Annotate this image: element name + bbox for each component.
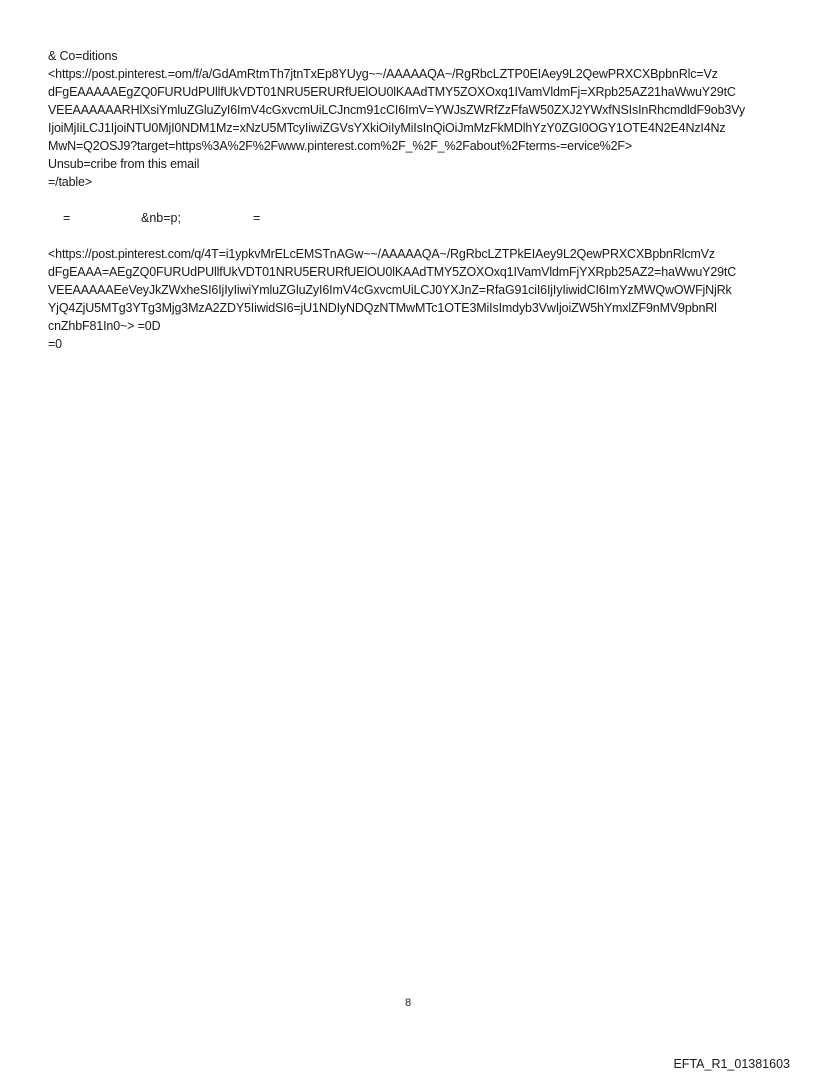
link-line: cnZhbF81In0~> =0D xyxy=(48,319,161,333)
link-line: dFgEAAA=AEgZQ0FURUdPUllfUkVDT01NRU5ERURfUElOU0lKAAdTMY5ZOXOxq1IVamVldmFjYXRpb25AZ2=haWwuY29tC xyxy=(48,265,737,279)
page-number: 8 xyxy=(404,997,412,1009)
blank-line xyxy=(48,227,778,245)
text-line: =0 xyxy=(48,337,62,351)
entity-token: = xyxy=(63,211,71,225)
email-text-body xyxy=(48,47,778,353)
unsubscribe-text: Unsub=cribe from this email xyxy=(48,157,200,171)
link-line: MwN=Q2OSJ9?target=https%3A%2F%2Fwww.pinterest.com%2F_%2F_%2Fabout%2Fterms-=ervice%2F> xyxy=(48,139,633,153)
link-line: <https://post.pinterest.com/q/4T=i1ypkvMrELcEMSTnAGw~~/AAAAAQA~/RgRbcLZTPkEIAey9L2QewPRXCXBpbnRlcmVz xyxy=(48,247,715,261)
link-line: VEEAAAAAARHlXsiYmluZGluZyI6ImV4cGxvcmUiLCJncm91cCI6ImV=YWJsZWRfZzFfaW50ZXJ2YWxfNSIsInRhcmdldF9ob3Vy xyxy=(48,103,745,117)
text-line: =/table> xyxy=(48,175,92,189)
link-line: VEEAAAAAEeVeyJkZWxheSI6IjIyIiwiYmluZGluZyI6ImV4cGxvcmUiLCJ0YXJnZ=RfaG91ciI6IjIyIiwidCI6ImYzMWQwOWFjNjRk xyxy=(48,283,732,297)
entity-token: = xyxy=(253,211,261,225)
blank-line xyxy=(48,191,778,209)
text-line: & Co=ditions xyxy=(48,49,118,63)
bates-number: EFTA_R1_01381603 xyxy=(673,1057,790,1071)
link-line: YjQ4ZjU5MTg3YTg3Mjg3MzA2ZDY5IiwidSI6=jU1NDIyNDQzNTMwMTc1OTE3MiIsImdyb3VwIjoiZW5hYmxlZF9nMV9pbnRl xyxy=(48,301,717,315)
entity-row xyxy=(48,209,778,227)
entity-token: &nb=p; xyxy=(141,211,181,225)
link-line: dFgEAAAAAEgZQ0FURUdPUllfUkVDT01NRU5ERURfUElOU0lKAAdTMY5ZOXOxq1IVamVldmFj=XRpb25AZ21haWwuY29tC xyxy=(48,85,736,99)
link-line: IjoiMjIiLCJ1IjoiNTU0MjI0NDM1Mz=xNzU5MTcyIiwiZGVsYXkiOiIyMiIsInQiOiJmMzFkMDlhYzY0ZGI0OGY1OTE4N2E4NzI4Nz xyxy=(48,121,726,135)
link-line: <https://post.pinterest.=om/f/a/GdAmRtmTh7jtnTxEp8YUyg~~/AAAAAQA~/RgRbcLZTP0EIAey9L2QewPRXCXBpbnRlc=Vz xyxy=(48,67,718,81)
